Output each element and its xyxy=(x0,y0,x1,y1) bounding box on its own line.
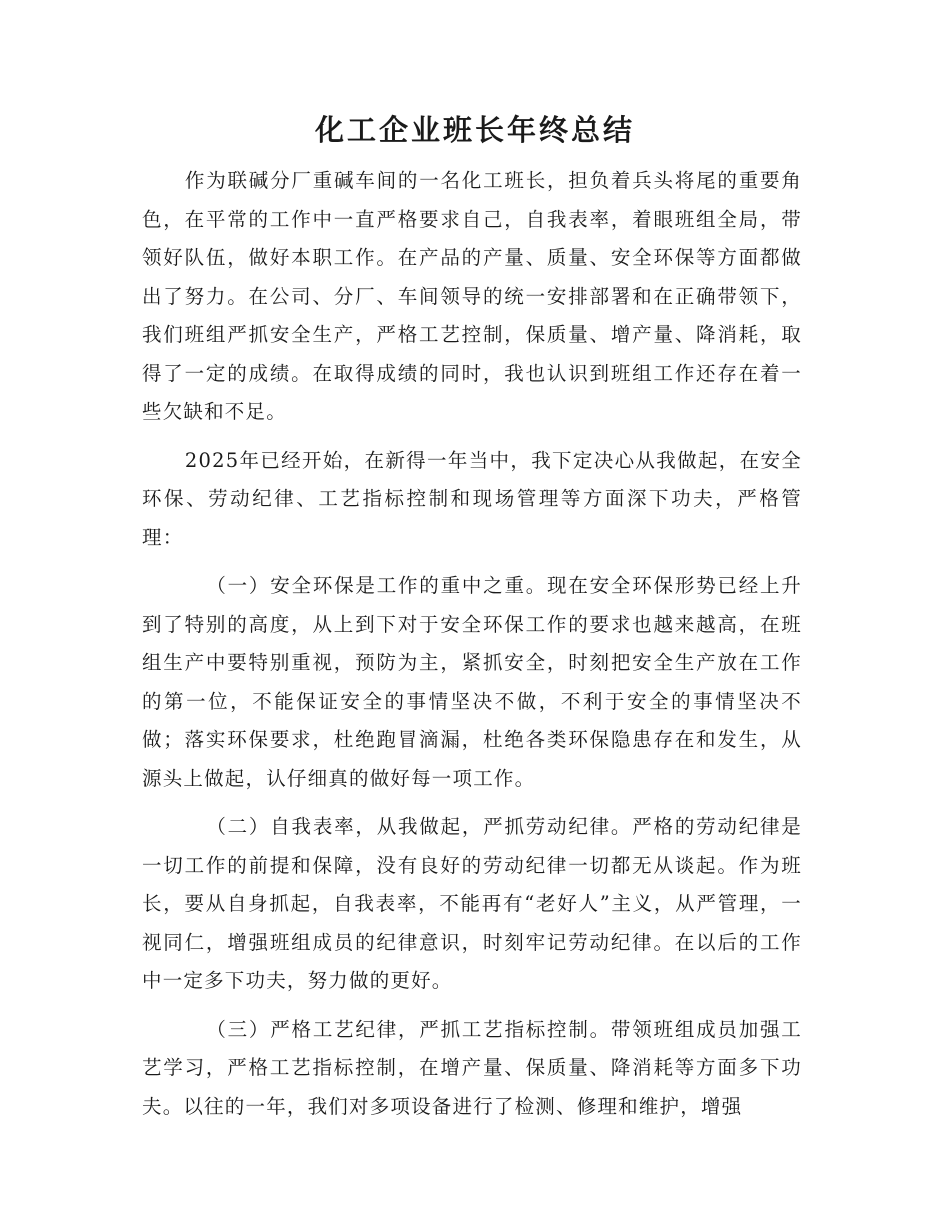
paragraph-process: （三）严格工艺纪律，严抓工艺指标控制。带领班组成员加强工艺学习，严格工艺指标控制，在增产量、保质量、降消耗等方面多下功夫。以往的一年，我们对多项设备进行了检测、修理和维护，增强 xyxy=(142,1017,802,1118)
paragraph-safety: （一）安全环保是工作的重中之重。现在安全环保形势已经上升到了特别的高度，从上到下对于安全环保工作的要求也越来越高，在班组生产中要特别重视，预防为主，紧抓安全，时刻把安全生产放在工作的第一位，不能保证安全的事情坚决不做，不利于安全的事情坚决不做；落实环保要求，杜绝跑冒滴漏，杜绝各类环保隐患存在和发生，从源头上做起，认仔细真的做好每一项工作。 xyxy=(142,574,802,790)
paragraph-resolution: 2025年已经开始，在新得一年当中，我下定决心从我做起，在安全环保、劳动纪律、工艺指标控制和现场管理等方面深下功夫，严格管理： xyxy=(142,448,802,549)
document-body xyxy=(142,162,802,1126)
paragraph-intro: 作为联碱分厂重碱车间的一名化工班长，担负着兵头将尾的重要角色，在平常的工作中一直严格要求自己，自我表率，着眼班组全局，带领好队伍，做好本职工作。在产品的产量、质量、安全环保等方面都做出了努力。在公司、分厂、车间领导的统一安排部署和在正确带领下，我们班组严抓安全生产，严格工艺控制，保质量、增产量、降消耗，取得了一定的成绩。在取得成绩的同时，我也认识到班组工作还存在着一些欠缺和不足。 xyxy=(142,169,802,423)
paragraph-discipline: （二）自我表率，从我做起，严抓劳动纪律。严格的劳动纪律是一切工作的前提和保障，没有良好的劳动纪律一切都无从谈起。作为班长，要从自身抓起，自我表率，不能再有“老好人”主义，从严管理，一视同仁，增强班组成员的纪律意识，时刻牢记劳动纪律。在以后的工作中一定多下功夫，努力做的更好。 xyxy=(142,815,802,992)
document-title: 化工企业班长年终总结 xyxy=(314,113,635,147)
